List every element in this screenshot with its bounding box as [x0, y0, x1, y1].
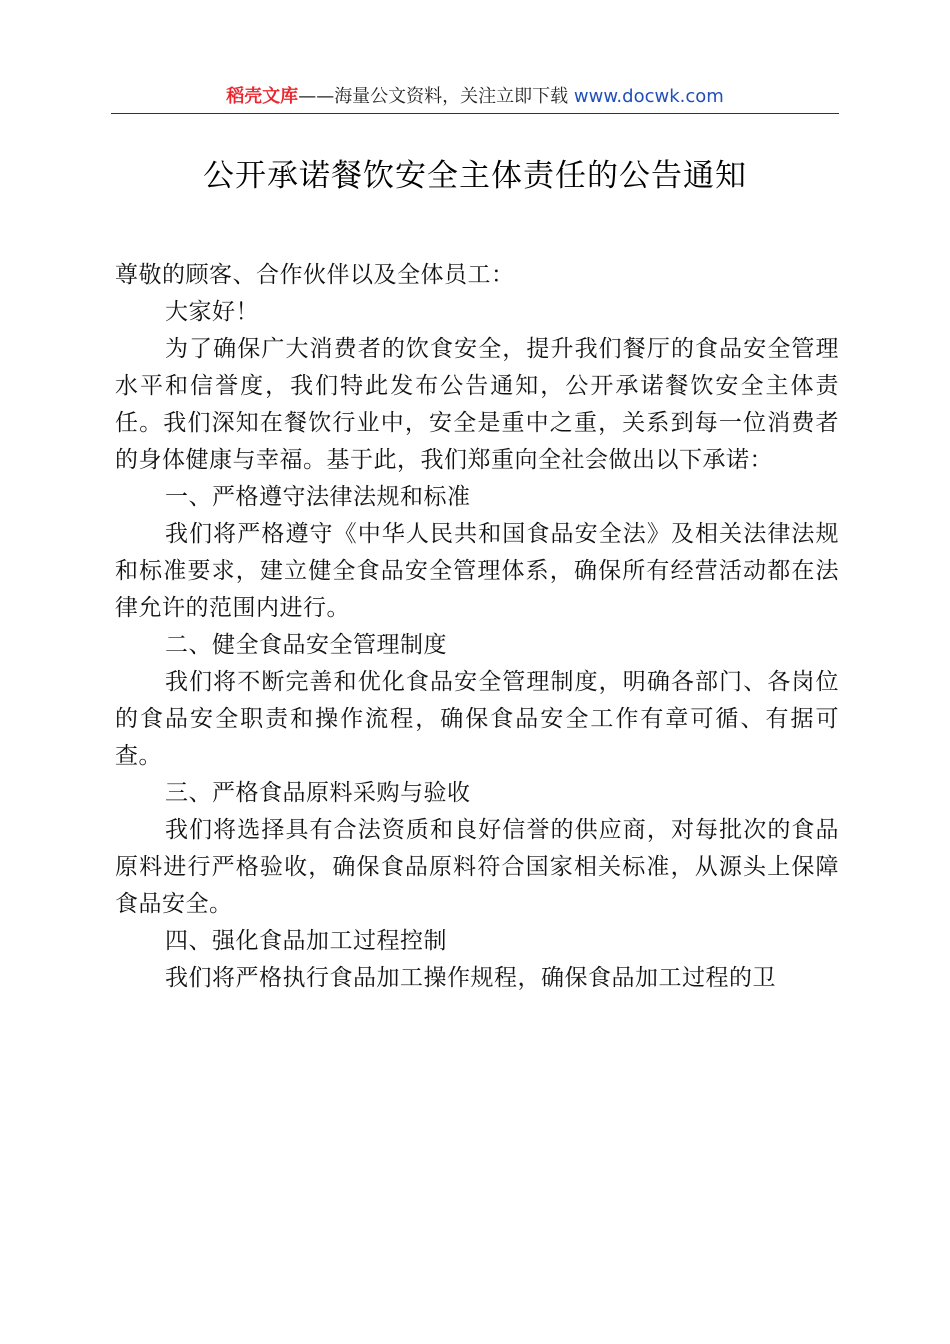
header-tagline: ——海量公文资料，关注立即下载 [298, 86, 569, 107]
brand-name[interactable]: 稻壳文库 [226, 86, 299, 107]
section-text-3: 我们将选择具有合法资质和良好信誉的供应商，对每批次的食品原料进行严格验收，确保食品原料符合国家相关标准，从源头上保障食品安全。 [115, 817, 839, 917]
section-text-4: 我们将严格执行食品加工操作规程，确保食品加工过程的卫 [165, 965, 776, 991]
section-text-2: 我们将不断完善和优化食品安全管理制度，明确各部门、各岗位的食品安全职责和操作流程，确保食品安全工作有章可循、有据可查。 [115, 669, 839, 769]
header-url-link[interactable]: www.docwk.com [573, 86, 724, 107]
header-divider [111, 113, 839, 114]
salutation: 尊敬的顾客、合作伙伴以及全体员工： [115, 262, 515, 288]
section-heading-3: 三、严格食品原料采购与验收 [165, 780, 471, 806]
document-header [0, 84, 950, 110]
section-heading-4: 四、强化食品加工过程控制 [165, 928, 447, 954]
section-heading-1: 一、严格遵守法律法规和标准 [165, 484, 471, 510]
greeting: 大家好！ [165, 299, 259, 325]
section-heading-2: 二、健全食品安全管理制度 [165, 632, 447, 658]
section-text-1: 我们将严格遵守《中华人民共和国食品安全法》及相关法律法规和标准要求，建立健全食品安全管理体系，确保所有经营活动都在法律允许的范围内进行。 [115, 521, 839, 621]
intro-paragraph: 为了确保广大消费者的饮食安全，提升我们餐厅的食品安全管理水平和信誉度，我们特此发布公告通知，公开承诺餐饮安全主体责任。我们深知在餐饮行业中，安全是重中之重，关系到每一位消费者的身体健康与幸福。基于此，我们郑重向全社会做出以下承诺： [115, 336, 839, 473]
document-body [115, 257, 839, 997]
document-title: 公开承诺餐饮安全主体责任的公告通知 [203, 158, 747, 194]
